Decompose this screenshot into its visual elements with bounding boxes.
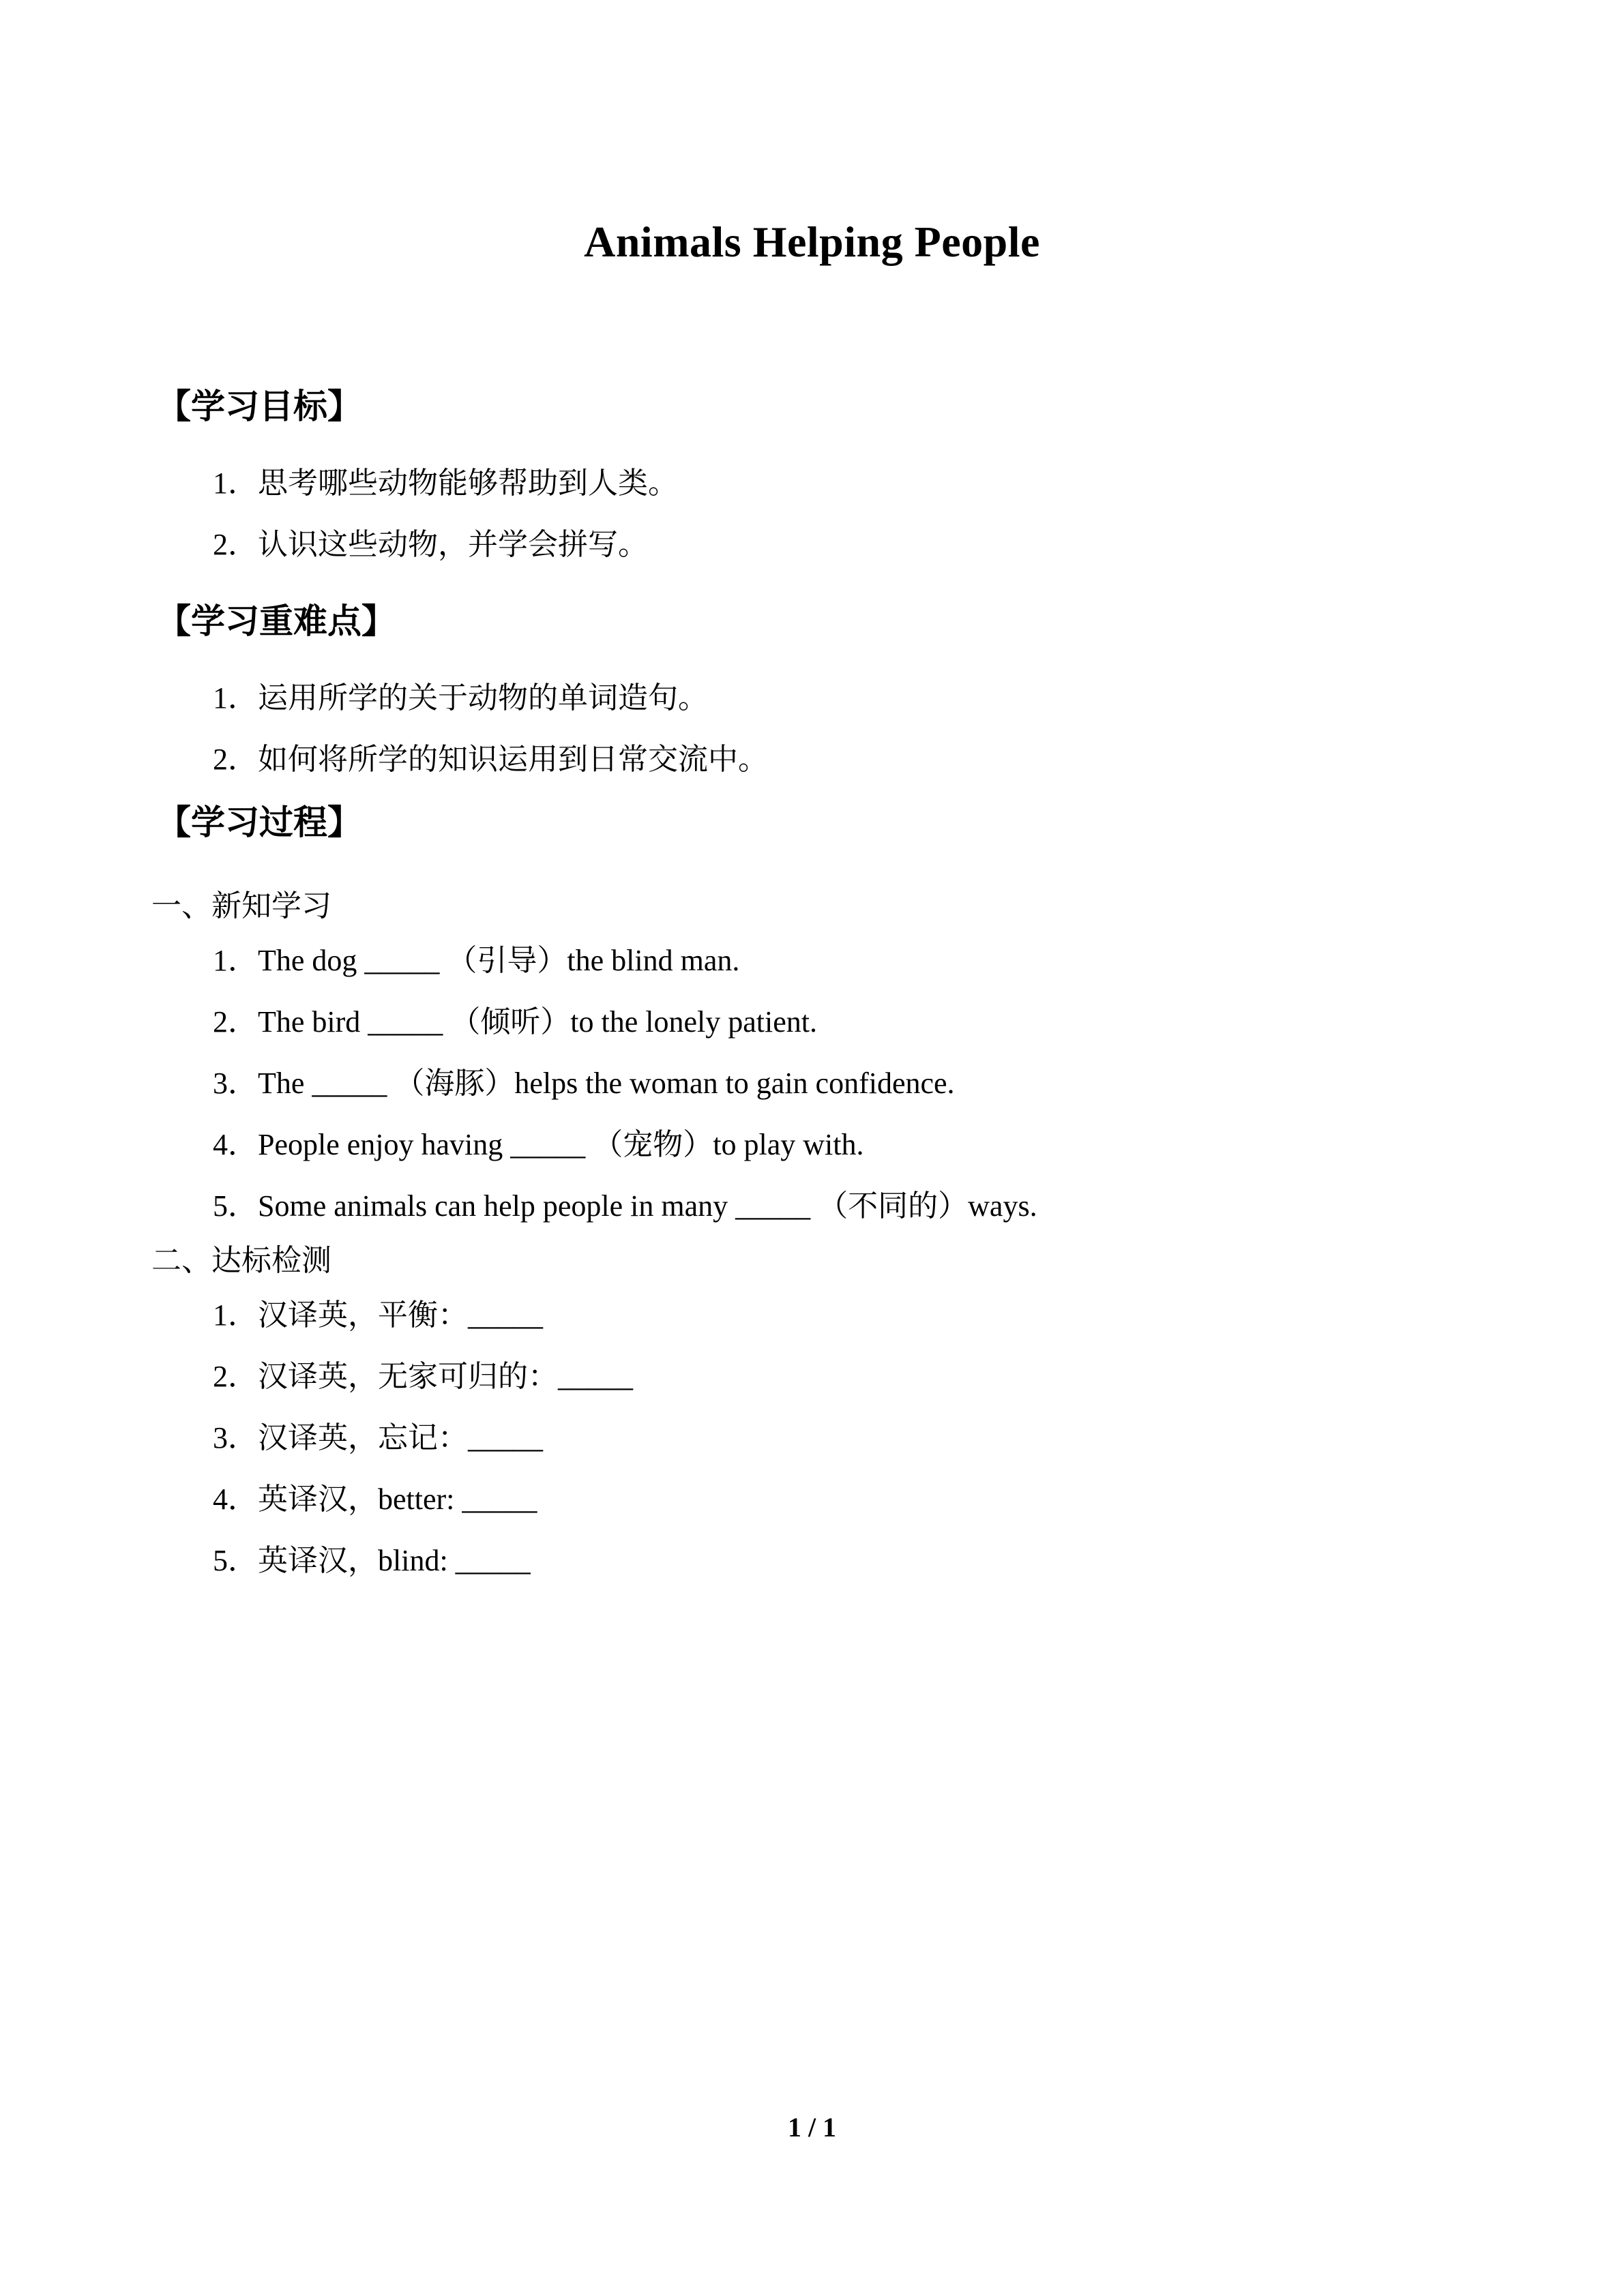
exercise-item: 4．People enjoy having _____ （宠物）to play with.: [213, 1127, 864, 1161]
assessment-item: 5．英译汉，blind: _____: [213, 1543, 531, 1577]
exercise-item: 1．The dog _____ （引导）the blind man.: [213, 943, 740, 977]
key-point-item: 1．运用所学的关于动物的单词造句。: [213, 681, 708, 715]
assessment-item: 1．汉译英，平衡：_____: [213, 1298, 543, 1332]
subsection-label-new-knowledge: 一、新知学习: [151, 889, 331, 923]
assessment-item: 4．英译汉，better: _____: [213, 1482, 537, 1516]
objective-item: 1．思考哪些动物能够帮助到人类。: [213, 466, 678, 500]
section-heading-process: 【学习过程】: [157, 803, 361, 841]
page-title: Animals Helping People: [584, 218, 1040, 266]
exercise-item: 5．Some animals can help people in many _____ （不同的）ways.: [213, 1189, 1037, 1223]
key-point-item: 2．如何将所学的知识运用到日常交流中。: [213, 742, 768, 776]
exercise-item: 2．The bird _____ （倾听）to the lonely patient.: [213, 1004, 817, 1039]
assessment-item: 3．汉译英，忘记：_____: [213, 1420, 543, 1455]
section-heading-key-points: 【学习重难点】: [157, 601, 396, 640]
section-heading-objectives: 【学习目标】: [157, 387, 361, 426]
objective-item: 2．认识这些动物，并学会拼写。: [213, 527, 648, 561]
subsection-label-assessment: 二、达标检测: [151, 1243, 331, 1277]
exercise-item: 3．The _____ （海豚）helps the woman to gain confidence.: [213, 1066, 955, 1100]
assessment-item: 2．汉译英，无家可归的：_____: [213, 1359, 633, 1393]
page-number: 1 / 1: [787, 2112, 837, 2143]
